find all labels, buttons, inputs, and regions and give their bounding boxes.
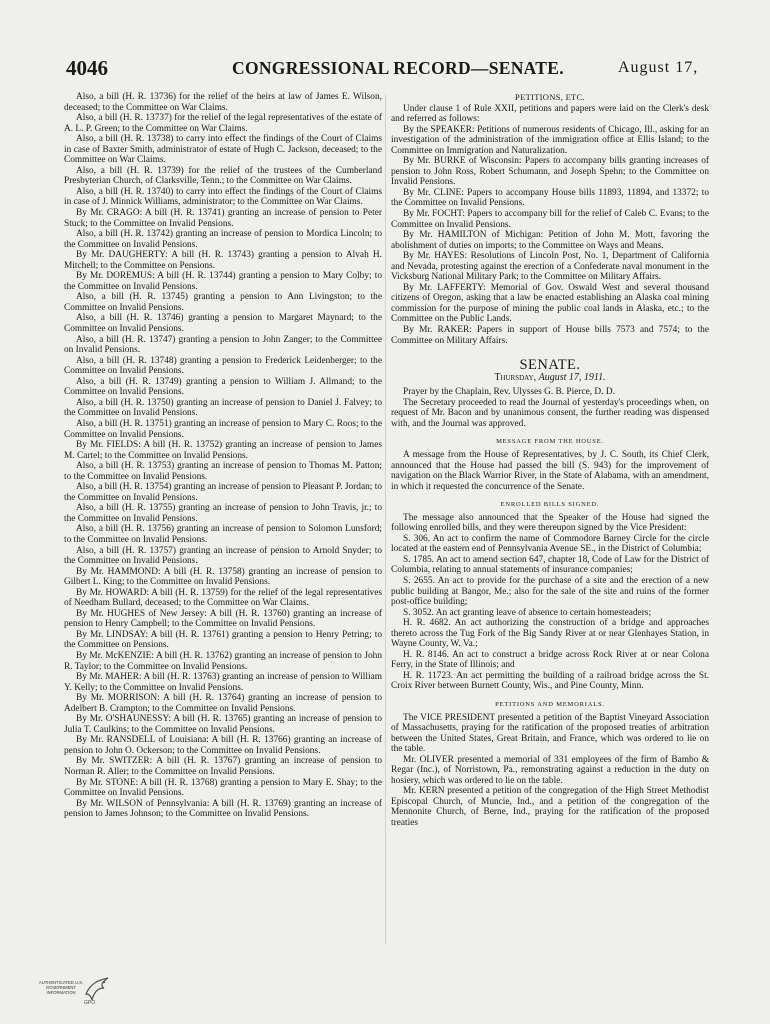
message-text: A message from the House of Representatives, by J. C. South, its Chief Clerk, announced that the House had passed the bill (S. 943) for the improvement of navigation on the Black Warrior River, in the State of Alabama, with an amendment, in which it requested the concurrence of the Senate. — [391, 449, 709, 492]
enrolled-bill-entry: H. R. 11723. An act permitting the building of a railroad bridge across the St. Croix River between Burnett County, Wis., and Pine County, Minn. — [391, 670, 709, 692]
left-column — [64, 92, 382, 820]
bill-entry: By Mr. MAHER: A bill (H. R. 13763) granting an increase of pension to William Y. Kelly; to the Committee on Invalid Pensions. — [64, 672, 382, 693]
message-heading: MESSAGE FROM THE HOUSE. — [496, 438, 604, 446]
bill-entry: Also, a bill (H. R. 13751) granting an increase of pension to Mary C. Roos; to the Committee on Invalid Pensions. — [64, 418, 382, 440]
petition-entry: By Mr. FOCHT: Papers to accompany bill for the relief of Caleb C. Evans; to the Committee on Invalid Pensions. — [391, 209, 709, 230]
bill-entry: Also, a bill (H. R. 13749) granting a pension to William J. Allmand; to the Committee on Invalid Pensions. — [64, 376, 382, 398]
bill-entry: By Mr. O'SHAUNESSY: A bill (H. R. 13765) granting an increase of pension to Julia T. Caulkins; to the Committee on Invalid Pensions. — [64, 714, 382, 735]
bill-entry: By Mr. LINDSAY: A bill (H. R. 13761) granting a pension to Henry Petring; to the Committee on Pensions. — [64, 629, 382, 651]
page-number: 4046 — [66, 56, 108, 80]
bill-entry: By Mr. STONE: A bill (H. R. 13768) granting a pension to Mary E. Shay; to the Committee on Invalid Pensions. — [64, 777, 382, 799]
bill-entry: Also, a bill (H. R. 13756) granting an increase of pension to Solomon Lunsford; to the Committee on Invalid Pensions. — [64, 524, 382, 545]
bill-entry: Also, a bill (H. R. 13750) granting an increase of pension to Daniel J. Falvey; to the Committee on Invalid Pensions. — [64, 397, 382, 419]
enrolled-bill-entry: H. R. 4682. An act authorizing the construction of a bridge and approaches thereto across the Tug Fork of the Big Sandy River at or near Glenhayes Station, in Wayne County, W. Va.; — [391, 618, 709, 650]
bill-entry: By Mr. CRAGO: A bill (H. R. 13741) granting an increase of pension to Peter Stuck; to the Committee on Invalid Pensions. — [64, 208, 382, 229]
bill-entry: Also, a bill (H. R. 13742) granting an increase of pension to Mordica Lincoln; to the Committee on Invalid Pensions. — [64, 229, 382, 250]
gpo-authentication-seal — [36, 980, 126, 1012]
petition-entry: By Mr. RAKER: Papers in support of House bills 7573 and 7574; to the Committee on Military Affairs. — [391, 325, 709, 346]
seal-text: AUTHENTICATED U.S. GOVERNMENT INFORMATION — [38, 980, 84, 995]
bill-entry: By Mr. MORRISON: A bill (H. R. 13764) granting an increase of pension to Adelbert B. Crampton; to the Committee on Invalid Pensions. — [64, 693, 382, 714]
bill-entry: Also, a bill (H. R. 13736) for the relief of the heirs at law of James E. Wilson, deceased; to the Committee on War Claims. — [64, 92, 382, 113]
bill-entry: By Mr. McKENZIE: A bill (H. R. 13762) granting an increase of pension to John R. Taylor; to the Committee on Invalid Pensions. — [64, 650, 382, 672]
bill-entry: Also, a bill (H. R. 13755) granting an increase of pension to John Travis, jr.; to the Committee on Invalid Pensions. — [64, 503, 382, 524]
senate-heading: SENATE. — [519, 357, 581, 374]
page-title: CONGRESSIONAL RECORD—SENATE. — [232, 58, 564, 78]
bill-entry: By Mr. HOWARD: A bill (H. R. 13759) for the relief of the legal representatives of Needham Bullard, deceased; to the Committee on War Claims. — [64, 587, 382, 609]
senate-date-line — [391, 373, 709, 384]
bill-entry: Also, a bill (H. R. 13748) granting a pension to Frederick Leidenberger; to the Committee on Invalid Pensions. — [64, 355, 382, 377]
header-date: August 17, — [618, 59, 699, 76]
bill-entry: Also, a bill (H. R. 13757) granting an increase of pension to Arnold Snyder; to the Committee on Invalid Pensions. — [64, 545, 382, 567]
senate-date-prefix: Thursday, — [494, 371, 537, 383]
right-column — [391, 92, 709, 829]
petitions-list — [391, 125, 709, 346]
bill-entry: Also, a bill (H. R. 13754) granting an increase of pension to Pleasant P. Jordan; to the Committee on Invalid Pensions. — [64, 482, 382, 503]
petition-entry: By Mr. LAFFERTY: Memorial of Gov. Oswald West and several thousand citizens of Oregon, asking that a law be enacted establishing an Alaska coal mining commission for the purpose of mining the public coal lands in Alaska, etc.; to the Committee on the Public Lands. — [391, 282, 709, 325]
petition-entry: By the SPEAKER: Petitions of numerous residents of Chicago, Ill., asking for an investigation of the administration of the immigration office at Ellis Island; to the Committee on Immigration and Naturalization. — [391, 124, 709, 156]
memorial-entry: Mr. OLIVER presented a memorial of 331 employees of the firm of Bambo & Regar (Inc.), of Norristown, Pa., remonstrating against a reduction in the duty on hosiery, which was ordered to lie on the table. — [391, 754, 709, 786]
bill-entry: Also, a bill (H. R. 13746) granting a pension to Margaret Maynard; to the Committee on Invalid Pensions. — [64, 313, 382, 335]
bill-entry: Also, a bill (H. R. 13753) granting an increase of pension to Thomas M. Patton; to the Committee on Invalid Pensions. — [64, 461, 382, 482]
bill-entry: Also, a bill (H. R. 13745) granting a pension to Ann Livingston; to the Committee on Invalid Pensions. — [64, 292, 382, 313]
bill-entry: By Mr. DAUGHERTY: A bill (H. R. 13743) granting a pension to Alvah H. Mitchell; to the Committee on Pensions. — [64, 250, 382, 271]
bill-entry: Also, a bill (H. R. 13739) for the relief of the trustees of the Cumberland Presbyterian Church, of Clarksville, Tenn.; to the Committee on War Claims. — [64, 165, 382, 187]
enrolled-intro: The message also announced that the Speaker of the House had signed the following enrolled bills, and they were thereupon signed by the Vice President: — [391, 512, 709, 534]
bill-entry: Also, a bill (H. R. 13747) granting a pension to John Zanger; to the Committee on Invalid Pensions. — [64, 334, 382, 356]
bill-entry: By Mr. WILSON of Pennsylvania: A bill (H. R. 13769) granting an increase of pension to James Johnson; to the Committee on Invalid Pensions. — [64, 798, 382, 820]
enrolled-heading: ENROLLED BILLS SIGNED. — [500, 501, 600, 509]
petition-entry: By Mr. BURKE of Wisconsin: Papers to accompany bills granting increases of pension to John Ross, Robert Schumann, and Joseph Spehn; to the Committee on Invalid Pensions. — [391, 156, 709, 188]
memorial-entry: Mr. KERN presented a petition of the congregation of the High Street Methodist Episcopal Church, of Muncie, Ind., and a petition of the congregation of the Mennonite Church, of Berne, Ind., praying for the ratification of the proposed treaties — [391, 786, 709, 828]
petition-entry: By Mr. CLINE: Papers to accompany House bills 11893, 11894, and 13372; to the Committee on Invalid Pensions. — [391, 187, 709, 209]
petitions-memorials-heading: PETITIONS AND MEMORIALS. — [495, 700, 605, 708]
bill-entry: By Mr. DOREMUS: A bill (H. R. 13744) granting a pension to Mary Colby; to the Committee on Invalid Pensions. — [64, 271, 382, 292]
memorial-entry: The VICE PRESIDENT presented a petition of the Baptist Vineyard Association of Massachusetts, praying for the ratification of the proposed treaties of arbitration between the United States, Great Britain, and France, which was ordered to lie on the table. — [391, 712, 709, 755]
enrolled-bills-list — [391, 534, 709, 692]
senate-intro-paragraph: Prayer by the Chaplain, Rev. Ulysses G. B. Pierce, D. D. — [403, 387, 615, 398]
senate-date: August 17, 1911. — [538, 371, 606, 383]
bill-entry: By Mr. HAMMOND: A bill (H. R. 13758) granting an increase of pension to Gilbert L. King; to the Committee on Invalid Pensions. — [64, 566, 382, 588]
bill-entry: By Mr. SWITZER: A bill (H. R. 13767) granting an increase of pension to Norman R. Aller; to the Committee on Invalid Pensions. — [64, 756, 382, 777]
column-divider — [385, 94, 386, 944]
bill-entry: Also, a bill (H. R. 13740) to carry into effect the findings of the Court of Claims in case of J. Minnick Williams, administrator; to the Committee on War Claims. — [64, 186, 382, 208]
bill-entry: By Mr. HUGHES of New Jersey: A bill (H. R. 13760) granting an increase of pension to Henry Campbell; to the Committee on Invalid Pensions. — [64, 608, 382, 630]
petition-entry: By Mr. HAMILTON of Michigan: Petition of John M. Mott, favoring the abolishment of duties on imports; to the Committee on Ways and Means. — [391, 230, 709, 251]
bill-entry: Also, a bill (H. R. 13737) for the relief of the legal representatives of the estate of A. L. P. Green; to the Committee on War Claims. — [64, 113, 382, 134]
senate-intro-paragraph: The Secretary proceeded to read the Journal of yesterday's proceedings when, on request of Mr. Bacon and by unanimous consent, the further reading was dispensed with, and the Journal was approved. — [391, 397, 709, 429]
enrolled-bill-entry: S. 1785. An act to amend section 647, chapter 18, Code of Law for the District of Columbia, relating to annual statements of insurance companies; — [391, 554, 709, 576]
senate-intro — [391, 387, 709, 429]
petitions-memorials-list — [391, 713, 709, 829]
enrolled-bill-entry: S. 2655. An act to provide for the purchase of a site and the erection of a new public building at Bangor, Me.; also for the sale of the site and ruins of the former post-office building; — [391, 575, 709, 608]
page-header — [0, 56, 770, 86]
petitions-heading: PETITIONS, ETC. — [515, 92, 585, 102]
bill-entry: By Mr. FIELDS: A bill (H. R. 13752) granting an increase of pension to James M. Cartel; to the Committee on Invalid Pensions. — [64, 440, 382, 461]
seal-agency: GPO — [84, 1000, 96, 1006]
bill-entry: Also, a bill (H. R. 13738) to carry into effect the findings of the Court of Claims in case of Baxter Smith, administrator of estate of Hugh C. Jackson, deceased; to the Committee on War Claims. — [64, 134, 382, 166]
enrolled-bill-entry: S. 306. An act to confirm the name of Commodore Barney Circle for the circle located at the eastern end of Pennsylvania Avenue SE., in the District of Columbia; — [391, 533, 709, 555]
bill-entry: By Mr. RANSDELL of Louisiana: A bill (H. R. 13766) granting an increase of pension to John O. Ockerson; to the Committee on Invalid Pensions. — [64, 735, 382, 756]
petitions-intro: Under clause 1 of Rule XXII, petitions and papers were laid on the Clerk's desk and referred as follows: — [391, 103, 709, 125]
enrolled-bill-entry: H. R. 8146. An act to construct a bridge across Rock River at or near Colona Ferry, in the State of Illinois; and — [391, 649, 709, 671]
enrolled-bill-entry: S. 3052. An act granting leave of absence to certain homesteaders; — [403, 607, 652, 618]
petition-entry: By Mr. HAYES: Resolutions of Lincoln Post, No. 1, Department of California and Nevada, protesting against the erection of a Confederate naval monument in the Vicksburg National Military Park; to the Committee on Military Affairs. — [391, 251, 709, 283]
